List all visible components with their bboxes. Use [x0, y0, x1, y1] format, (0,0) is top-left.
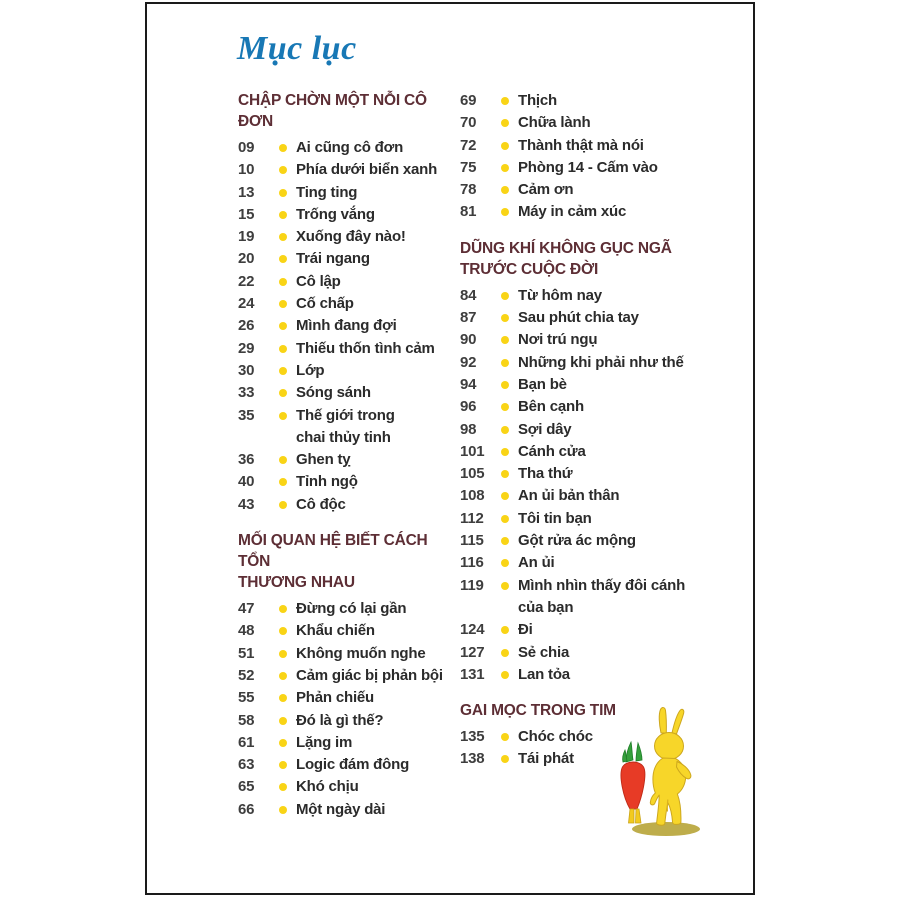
- bullet-dot-icon: [279, 627, 287, 635]
- entry-title: Đi: [518, 621, 533, 639]
- toc-section: [238, 90, 460, 516]
- toc-entry: [460, 463, 710, 485]
- entry-page-number: 58: [238, 711, 255, 729]
- entry-page-number: 51: [238, 644, 255, 662]
- toc-entry: [238, 643, 460, 665]
- toc-entry: [238, 137, 460, 159]
- entry-page-number: 131: [460, 665, 485, 683]
- entry-page-number: 81: [460, 203, 477, 221]
- toc-entry: [460, 419, 710, 441]
- entry-title: Đừng có lại gần: [296, 600, 407, 618]
- entry-title: Ai cũng cô đơn: [296, 139, 404, 156]
- toc-entry: [238, 338, 460, 360]
- bullet-dot-icon: [501, 582, 509, 590]
- toc-entry: [460, 530, 710, 552]
- entry-title: Sau phút chia tay: [518, 309, 639, 327]
- bullet-dot-icon: [279, 211, 287, 219]
- entry-page-number: 105: [460, 465, 485, 483]
- toc-entry: [460, 135, 710, 157]
- entry-title: Cô lập: [296, 272, 341, 290]
- entry-title: Không muốn nghe: [296, 644, 426, 662]
- entry-page-number: 22: [238, 272, 255, 290]
- toc-entry: [460, 485, 710, 507]
- entry-page-number: 124: [460, 621, 485, 639]
- entry-title: Cô độc: [296, 495, 346, 513]
- toc-entry: [238, 182, 460, 204]
- bullet-dot-icon: [279, 456, 287, 464]
- toc-entry: [238, 620, 460, 642]
- toc-entry: [238, 799, 460, 821]
- entry-page-number: 84: [460, 286, 477, 304]
- bullet-dot-icon: [501, 448, 509, 456]
- entry-page-number: 30: [238, 361, 255, 379]
- bullet-dot-icon: [501, 292, 509, 300]
- toc-entry: [460, 201, 710, 223]
- bullet-dot-icon: [501, 426, 509, 434]
- toc-entry: [238, 687, 460, 709]
- toc-entry: [238, 710, 460, 732]
- bullet-dot-icon: [279, 761, 287, 769]
- toc-entry: [238, 248, 460, 270]
- toc-entry: [238, 665, 460, 687]
- entry-title: Lớp: [296, 361, 325, 379]
- bullet-dot-icon: [279, 322, 287, 330]
- entry-title: Xuống đây nào!: [296, 228, 406, 246]
- toc-entry: [460, 575, 710, 620]
- toc-entry: [238, 598, 460, 620]
- bullet-dot-icon: [501, 733, 509, 741]
- bullet-dot-icon: [279, 367, 287, 375]
- entry-title: Một ngày dài: [296, 800, 386, 818]
- toc-entry: [460, 352, 710, 374]
- entry-page-number: 69: [460, 92, 477, 109]
- entry-page-number: 09: [238, 139, 255, 156]
- entry-page-number: 94: [460, 375, 477, 393]
- bullet-dot-icon: [501, 755, 509, 763]
- toc-entry: [460, 642, 710, 664]
- bullet-dot-icon: [279, 783, 287, 791]
- bullet-dot-icon: [501, 649, 509, 657]
- toc-entry: [238, 732, 460, 754]
- bullet-dot-icon: [279, 300, 287, 308]
- bullet-dot-icon: [279, 233, 287, 241]
- bullet-dot-icon: [501, 515, 509, 523]
- entry-page-number: 75: [460, 158, 477, 176]
- entry-page-number: 26: [238, 317, 255, 335]
- entry-title: Cảm giác bị phản bội: [296, 666, 443, 684]
- toc-entry: [460, 112, 710, 134]
- entry-title: Sợi dây: [518, 420, 572, 438]
- toc-entry: [460, 157, 710, 179]
- page-title: Mục lục: [237, 30, 357, 67]
- entry-title: Từ hôm nay: [518, 286, 602, 304]
- bullet-dot-icon: [501, 492, 509, 500]
- entry-page-number: 35: [238, 406, 255, 424]
- toc-entry: [460, 441, 710, 463]
- bullet-dot-icon: [501, 336, 509, 344]
- entry-page-number: 55: [238, 689, 255, 707]
- bullet-dot-icon: [501, 403, 509, 411]
- toc-entry: [238, 449, 460, 471]
- toc-entry: [238, 293, 460, 315]
- entry-title: Ghen tỵ: [296, 451, 351, 469]
- entry-page-number: 36: [238, 451, 255, 469]
- entry-title: Chóc chóc: [518, 728, 593, 746]
- toc-column-left: [238, 90, 460, 821]
- bullet-dot-icon: [279, 412, 287, 420]
- bullet-dot-icon: [279, 501, 287, 509]
- entry-title: Mình đang đợi: [296, 317, 397, 335]
- bullet-dot-icon: [501, 208, 509, 216]
- entry-page-number: 15: [238, 205, 255, 223]
- toc-entry: [238, 159, 460, 181]
- toc-entry: [238, 405, 460, 450]
- entry-title: Thiếu thốn tình cảm: [296, 339, 435, 357]
- entry-page-number: 96: [460, 398, 477, 416]
- bullet-dot-icon: [279, 806, 287, 814]
- toc-entry: [460, 508, 710, 530]
- section-heading: CHẬP CHỜN MỘT NỖI CÔ ĐƠN: [238, 92, 427, 130]
- entry-title: Tôi tin bạn: [518, 509, 592, 527]
- entry-title: Bên cạnh: [518, 398, 584, 416]
- entry-title: Khó chịu: [296, 778, 359, 796]
- toc-entry: [460, 396, 710, 418]
- bullet-dot-icon: [279, 650, 287, 658]
- entry-title: Cảm ơn: [518, 181, 574, 199]
- entry-page-number: 108: [460, 487, 485, 505]
- carrot-leaves-shape: [623, 742, 642, 762]
- entry-title: Cố chấp: [296, 295, 354, 313]
- entry-title: Ting ting: [296, 183, 358, 201]
- entry-page-number: 138: [460, 750, 485, 768]
- toc-entry: [238, 204, 460, 226]
- entry-page-number: 43: [238, 495, 255, 513]
- bullet-dot-icon: [501, 381, 509, 389]
- toc-entry: [238, 382, 460, 404]
- bullet-dot-icon: [501, 119, 509, 127]
- entry-page-number: 116: [460, 554, 484, 572]
- entry-title: Sẻ chia: [518, 643, 570, 661]
- bullet-dot-icon: [501, 164, 509, 172]
- bullet-dot-icon: [279, 717, 287, 725]
- bullet-dot-icon: [501, 537, 509, 545]
- toc-section: [460, 238, 710, 686]
- entry-page-number: 90: [460, 331, 477, 349]
- entry-page-number: 10: [238, 161, 255, 179]
- bullet-dot-icon: [279, 672, 287, 680]
- toc-entry: [460, 179, 710, 201]
- book-page: [145, 2, 755, 895]
- entry-page-number: 63: [238, 756, 255, 774]
- toc-entry: [460, 90, 710, 112]
- toc-entry: [460, 552, 710, 574]
- entry-page-number: 135: [460, 728, 485, 746]
- bullet-dot-icon: [501, 626, 509, 634]
- entry-title: An ủi: [518, 554, 555, 572]
- bullet-dot-icon: [279, 345, 287, 353]
- section-heading: GAI MỌC TRONG TIM: [460, 702, 616, 720]
- toc-entry: [238, 360, 460, 382]
- entry-title: Máy in cảm xúc: [518, 203, 627, 221]
- entry-title: Phía dưới biển xanh: [296, 161, 438, 179]
- toc-entry: [238, 226, 460, 248]
- entry-page-number: 33: [238, 384, 255, 402]
- carrot-legs-shape: [629, 809, 642, 823]
- bullet-dot-icon: [501, 186, 509, 194]
- entry-page-number: 119: [460, 576, 484, 594]
- entry-title: Thế giới trong chai thủy tinh: [296, 406, 395, 446]
- toc-entry: [238, 776, 460, 798]
- entry-page-number: 52: [238, 666, 255, 684]
- entry-page-number: 13: [238, 183, 255, 201]
- toc-section: [460, 90, 710, 224]
- entry-title: Mình nhìn thấy đôi cánh của bạn: [518, 576, 686, 616]
- entry-title: Phòng 14 - Cấm vào: [518, 158, 658, 176]
- entry-page-number: 48: [238, 622, 255, 640]
- entry-title: Cánh cửa: [518, 442, 586, 460]
- entry-title: Đó là gì thế?: [296, 711, 384, 729]
- toc-entry: [238, 315, 460, 337]
- entry-page-number: 115: [460, 532, 484, 550]
- section-heading: DŨNG KHÍ KHÔNG GỤC NGÃ TRƯỚC CUỘC ĐỜI: [460, 239, 672, 278]
- section-heading: MỐI QUAN HỆ BIẾT CÁCH TỔN THƯƠNG NHAU: [238, 532, 428, 592]
- entry-title: An ủi bản thân: [518, 487, 620, 505]
- entry-title: Phản chiếu: [296, 689, 375, 707]
- entry-title: Những khi phải như thế: [518, 353, 684, 371]
- bullet-dot-icon: [279, 739, 287, 747]
- entry-title: Tái phát: [518, 750, 574, 768]
- entry-page-number: 20: [238, 250, 255, 268]
- bullet-dot-icon: [501, 559, 509, 567]
- rabbit-body-shape: [650, 708, 691, 826]
- toc-entry: [238, 471, 460, 493]
- entry-title: Bạn bè: [518, 375, 567, 393]
- bullet-dot-icon: [501, 97, 509, 105]
- entry-page-number: 78: [460, 181, 477, 199]
- toc-entry: [238, 754, 460, 776]
- entry-page-number: 98: [460, 420, 477, 438]
- bullet-dot-icon: [279, 144, 287, 152]
- bullet-dot-icon: [279, 189, 287, 197]
- entry-title: Lặng im: [296, 733, 353, 751]
- entry-title: Nơi trú ngụ: [518, 331, 598, 349]
- entry-page-number: 19: [238, 228, 255, 246]
- toc-entry: [460, 664, 710, 686]
- bullet-dot-icon: [279, 605, 287, 613]
- entry-title: Khẩu chiến: [296, 622, 375, 640]
- entry-page-number: 66: [238, 800, 255, 818]
- entry-page-number: 29: [238, 339, 255, 357]
- entry-page-number: 112: [460, 509, 484, 527]
- bullet-dot-icon: [501, 671, 509, 679]
- entry-title: Thịch: [518, 92, 557, 109]
- bullet-dot-icon: [279, 694, 287, 702]
- entry-title: Trống vắng: [296, 205, 375, 223]
- shadow-shape: [632, 822, 700, 836]
- bullet-dot-icon: [279, 389, 287, 397]
- bullet-dot-icon: [501, 359, 509, 367]
- bullet-dot-icon: [501, 142, 509, 150]
- toc-section: [238, 530, 460, 821]
- entry-title: Thành thật mà nói: [518, 136, 644, 154]
- entry-title: Lan tỏa: [518, 665, 570, 683]
- entry-page-number: 87: [460, 309, 477, 327]
- toc-entry: [460, 374, 710, 396]
- entry-page-number: 61: [238, 733, 255, 751]
- entry-page-number: 40: [238, 473, 255, 491]
- entry-title: Tha thứ: [518, 465, 573, 483]
- entry-page-number: 70: [460, 114, 477, 132]
- bullet-dot-icon: [279, 166, 287, 174]
- entry-title: Chữa lành: [518, 114, 591, 132]
- entry-page-number: 72: [460, 136, 477, 154]
- entry-title: Logic đám đông: [296, 756, 410, 774]
- entry-page-number: 65: [238, 778, 255, 796]
- entry-title: Gột rửa ác mộng: [518, 532, 636, 550]
- toc-entry: [238, 494, 460, 516]
- entry-page-number: 24: [238, 295, 255, 313]
- entry-page-number: 47: [238, 600, 255, 618]
- bullet-dot-icon: [501, 470, 509, 478]
- carrot-body-shape: [621, 762, 645, 809]
- entry-title: Sóng sánh: [296, 384, 371, 402]
- rabbit-with-carrot-illustration: [609, 702, 713, 842]
- bullet-dot-icon: [279, 255, 287, 263]
- toc-entry: [238, 271, 460, 293]
- toc-entry: [460, 329, 710, 351]
- toc-entry: [460, 619, 710, 641]
- entry-title: Trái ngang: [296, 250, 370, 268]
- toc-entry: [460, 285, 710, 307]
- entry-title: Tỉnh ngộ: [296, 473, 358, 491]
- entry-page-number: 92: [460, 353, 477, 371]
- bullet-dot-icon: [279, 478, 287, 486]
- bullet-dot-icon: [501, 314, 509, 322]
- bullet-dot-icon: [279, 278, 287, 286]
- toc-entry: [460, 307, 710, 329]
- entry-page-number: 101: [460, 442, 485, 460]
- entry-page-number: 127: [460, 643, 485, 661]
